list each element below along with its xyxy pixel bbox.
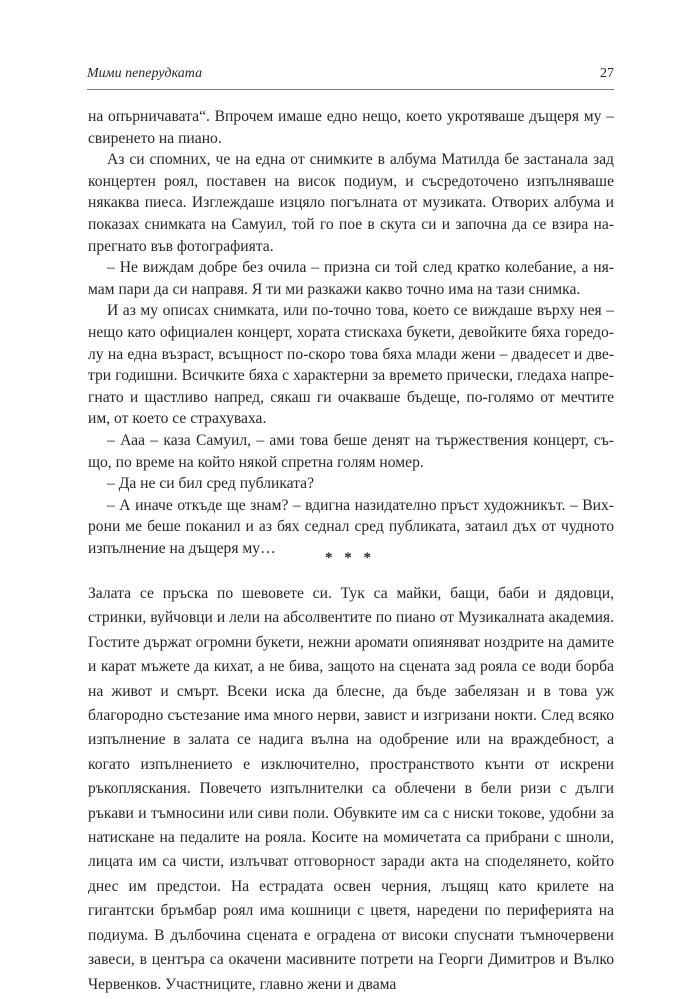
paragraph: Аз си спомних, че на една от снимките в албума Матилда бе застанала зад концертен роял, поставен на висок подиум, и съсредоточено изпълняваше някаква пиеса. Изглеждаше изцяло погълната от музиката. Отворих албума и показах снимката на Самуил, той го пое в скута си и започна да се взира напрегнато във фотографията. (88, 151, 614, 255)
paragraph: на опърничавата“. Впрочем имаше едно нещо, което укротяваше дъщеря му – свиренето на пиано. (88, 108, 614, 147)
running-header (87, 64, 614, 84)
paragraph: – А иначе откъде ще знам? – вдигна назидателно пръст художникът. – Вихрони ме беше поканил и аз бях седнал сред публиката, затаил дъх от чудното изпълнение на дъщеря му… (88, 496, 614, 557)
running-title: Мими пеперудката (87, 66, 203, 81)
section-text (88, 582, 614, 997)
header-rule (87, 89, 614, 90)
main-text (88, 106, 614, 559)
paragraph: И аз му описах снимката, или по-точно това, което се виждаше върху нея – нещо като официален концерт, хората стискаха букети, девойките бяха горедолу на една възраст, всъщност по-скоро това бяха млади жени – двадесет и две-три годишни. Всичките бяха с характерни за времето прически, гледаха напрегнато и щастливо напред, сякаш ги очакваше бъдеще, по-голямо от мечтите им, от което се страхуваха. (88, 302, 614, 428)
section-paragraph: Залата се пръска по шевовете си. Тук са майки, бащи, баби и дядовци, стринки, вуйчовци и лели на абсолвентите по пиано от Музикалната академия. Гостите държат огромни букети, нежни аромати опияняват ноздрите на дамите и карат мъжете да кихат, а не бива, защото на сцената зад рояла се води борба на живот и смърт. Всеки иска да блесне, да бъде забелязан и в това уж благородно състезание има много нерви, завист и изгризани нокти. След всяко изпълнение в залата се надига вълна на одобрение или на враждебност, а когато изпълнението е изключително, пространството кънти от искрени ръкопляскания. Повечето изпълнителки са облечени в бели ризи с дълги ръкави и тъмносини или сиви поли. Обувките им са с ниски токове, удобни за натискане на педалите на рояла. Косите на момичетата са прибрани с шноли, лицата им са чисти, излъчват отговорност заради акта на споделянето, който днес им предстои. На естрадата освен черния, лъщящ като крилете на гигантски бръмбар роял има кошници с цветя, наредени по периферията на подиума. В дълбочина сцената е оградена от високи спуснати тъмночервени завеси, в центъра са окачени масивните потрети на Георги Димитров и Вълко Червенков. Участниците, главно жени и двама (88, 585, 614, 993)
section-divider: * * * (325, 550, 375, 566)
paragraph: – Да не си бил сред публиката? (107, 475, 315, 493)
paragraph: – Не виждам добре без очила – призна си той след кратко колебание, а нямам пари да си направя. Я ти ми разкажи какво точно има на тази снимка. (88, 259, 614, 298)
paragraph: – Ааа – каза Самуил, – ами това беше денят на тържествения концерт, също, по време на който някой спретна голям номер. (88, 431, 614, 471)
page-number: 27 (600, 66, 614, 81)
